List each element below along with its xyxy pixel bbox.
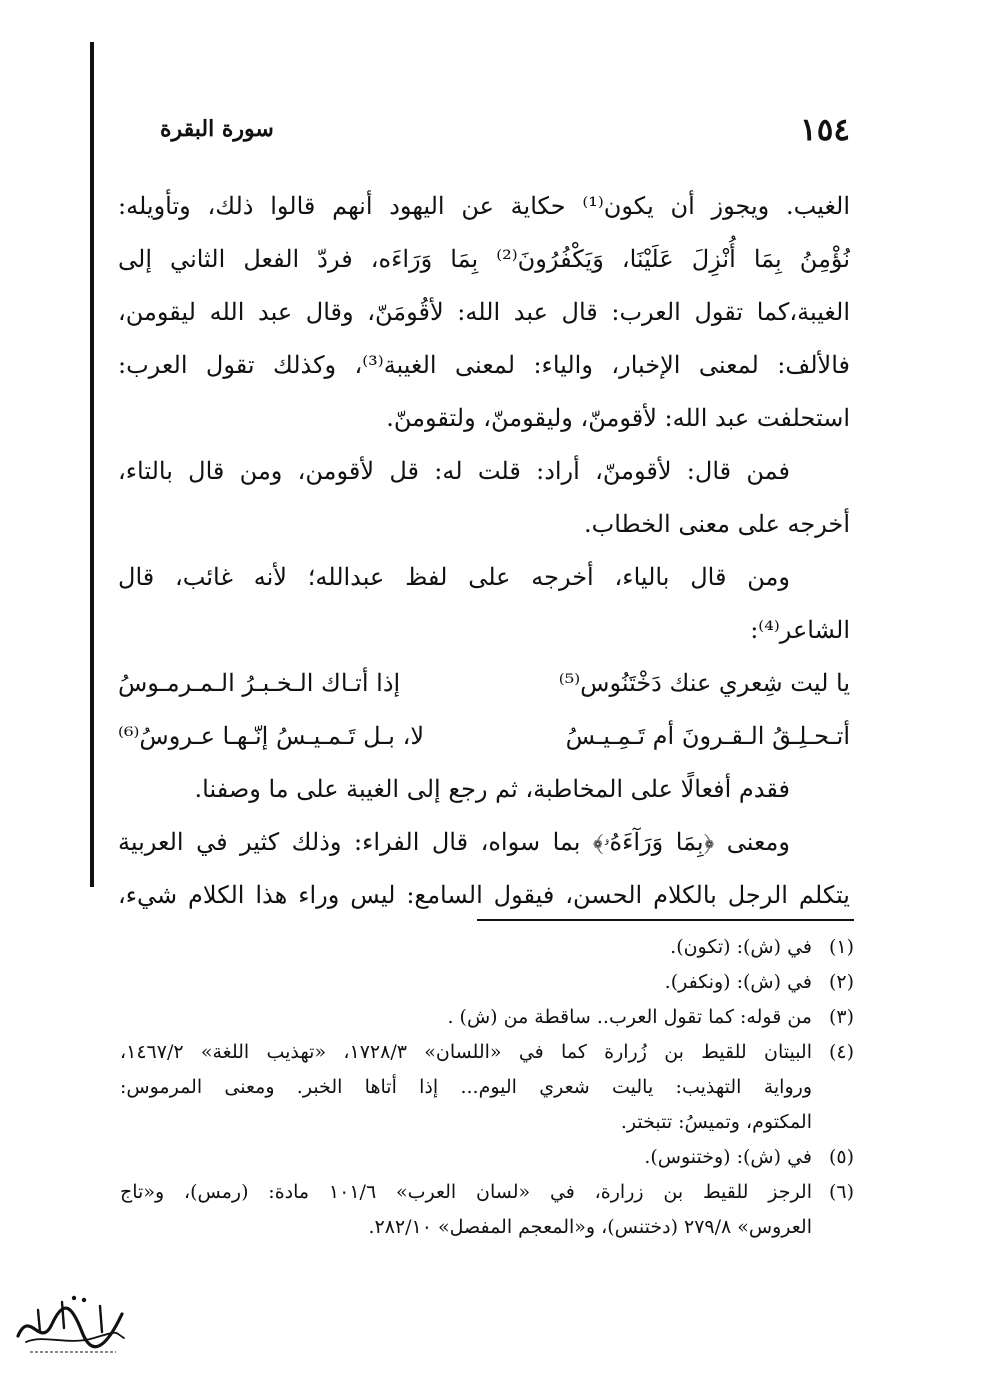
- page-number: ١٥٤: [800, 112, 850, 148]
- footnote-line: البيتان للقيط بن زُرارة كما في «اللسان» ١٧٢٨/٣، «تهذيب اللغة» ١٤٦٧/٢،: [120, 1041, 812, 1063]
- footnote: [120, 1000, 854, 1035]
- footnote-line: في (ش): (ونكفر).: [664, 971, 812, 993]
- hemistich-first: يا ليت شِعري عنك دَخْتَنُوس⁽⁵⁾: [558, 669, 850, 697]
- footnote: [120, 930, 854, 965]
- text-line: ومعنى ﴿بِمَا وَرَآءَهُۥ﴾ بما سواه، قال الفراء: وذلك كثير في العربية: [118, 828, 790, 856]
- poem-verse: [118, 710, 850, 763]
- footnote-line: من قوله: كما تقول العرب.. ساقطة من (ش) .: [447, 1006, 812, 1028]
- calligraphy-logo: [10, 1288, 130, 1360]
- text-line: ومن قال بالياء، أخرجه على لفظ عبدالله؛ لأنه غائب، قال: [118, 563, 790, 591]
- hemistich-second: إذا أتـاك الـخـبـرُ الـمـرمـوسُ: [118, 669, 401, 697]
- footnote: [120, 965, 854, 1000]
- text-line: فمن قال: لأقومنّ، أراد: قلت له: قل لأقومن، ومن قال بالتاء،: [118, 457, 790, 485]
- page-margin-rule: [90, 42, 94, 887]
- footnote-number: (١): [828, 936, 854, 958]
- main-text: [118, 180, 850, 922]
- text-line: أخرجه على معنى الخطاب.: [584, 510, 850, 538]
- text-line: الغيبة،كما تقول العرب: قال عبد الله: لأقُومَنّ، وقال عبد الله ليقومن،: [118, 298, 850, 326]
- footnote: [120, 1035, 854, 1140]
- footnote-number: (٢): [828, 971, 854, 993]
- footnote: [120, 1140, 854, 1175]
- footnote-number: (٦): [828, 1181, 854, 1203]
- hemistich-second: لا، بـل تَـمـيـسُ إنّـهـا عـروسُ⁽⁶⁾: [118, 722, 425, 750]
- hemistich-first: أتـحـلِـقُ الـقـرونَ أم تَـمِـيـسُ: [565, 722, 850, 750]
- footnote-line: الرجز للقيط بن زرارة، في «لسان العرب» ١٠١/٦ مادة: (رمس)، و«تاج: [120, 1181, 813, 1203]
- footnote-number: (٤): [828, 1041, 854, 1063]
- footnote-line: العروس» ٢٧٩/٨ (دختنس)، و«المعجم المفصل» ٢٨٢/١٠.: [368, 1216, 812, 1238]
- text-line: فالألف: لمعنى الإخبار، والياء: لمعنى الغيبة⁽³⁾، وكذلك تقول العرب:: [118, 351, 850, 379]
- text-line: الشاعر⁽⁴⁾:: [750, 616, 850, 644]
- footnotes: [120, 930, 854, 1245]
- footnote-number: (٣): [828, 1006, 854, 1028]
- text-line: فقدم أفعالًا على المخاطبة، ثم رجع إلى الغيبة على ما وصفنا.: [194, 775, 790, 803]
- footnote-line: المكتوم، وتميسُ: تتبختر.: [620, 1111, 812, 1133]
- page-header: [140, 112, 850, 152]
- text-line: الغيب. ويجوز أن يكون⁽¹⁾ حكاية عن اليهود أنهم قالوا ذلك، وتأويله:: [118, 192, 850, 220]
- footnote-number: (٥): [828, 1146, 854, 1168]
- text-line: يتكلم الرجل بالكلام الحسن، فيقول السامع: ليس وراء هذا الكلام شيء،: [118, 881, 850, 909]
- footnote-separator: [477, 919, 854, 921]
- footnote-line: في (ش): (تكون).: [670, 936, 812, 958]
- text-line: استحلفت عبد الله: لأقومنّ، وليقومنّ، ولتقومنّ.: [386, 404, 850, 432]
- footnote-line: في (ش): (وختنوس).: [644, 1146, 812, 1168]
- footnote-line: ورواية التهذيب: ياليت شعري اليوم... إذا أتاها الخبر. ومعنى المرموس:: [120, 1076, 812, 1098]
- poem-verse: [118, 657, 850, 710]
- footnote: [120, 1175, 854, 1245]
- text-line: نُؤْمِنُ بِمَا أُنْزِلَ عَلَيْنَا، وَيَكْفُرُونَ⁽²⁾ بِمَا وَرَاءَه، فردّ الفعل الثاني إلى: [118, 245, 850, 273]
- running-title: سورة البقرة: [160, 116, 274, 142]
